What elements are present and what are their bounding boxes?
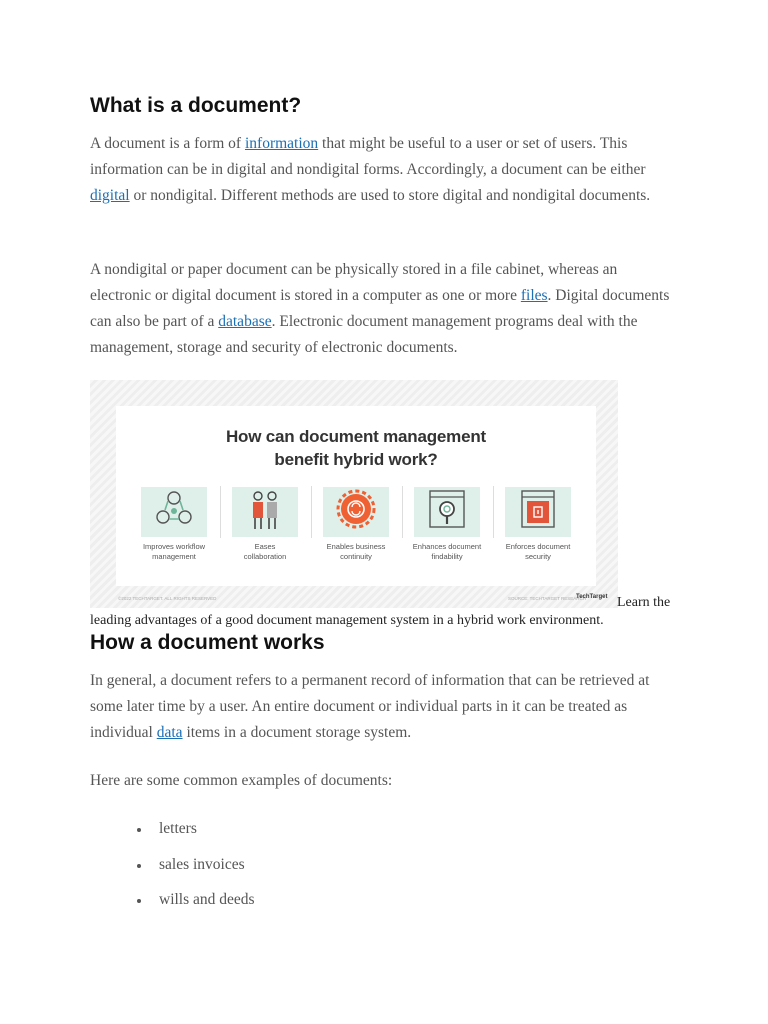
examples-list <box>90 816 255 923</box>
magnifier-document-icon <box>427 487 467 531</box>
benefit-label-collaboration: Eases collaboration <box>243 542 287 561</box>
benefit-tile-collaboration <box>232 487 298 537</box>
infographic-title: How can document management benefit hybrid work? <box>225 427 487 469</box>
benefit-label-security: Enforces document security <box>505 542 571 561</box>
techtarget-logo: TechTarget <box>576 594 608 600</box>
section-heading-how-a-document-works: How a document works <box>90 631 325 654</box>
list-item: letters <box>90 816 255 852</box>
list-item: sales invoices <box>90 852 255 888</box>
how-it-works-paragraph: In general, a document refers to a permanent record of information that can be retrieved at some later time by a user. An entire document or individual parts in it can be treated as individual data items in a document storage system. <box>90 672 650 741</box>
infographic-card <box>116 406 596 586</box>
link-files[interactable]: files <box>520 287 548 304</box>
infographic-source: SOURCE: TECHTARGET RESEARCH <box>508 596 587 601</box>
link-data[interactable]: data <box>156 724 183 741</box>
divider <box>220 486 221 538</box>
benefit-tile-security <box>505 487 571 537</box>
section-heading-what-is-a-document: What is a document? <box>90 94 302 117</box>
figure-caption: Learn the leading advantages of a good document management system in a hybrid work environment. <box>90 595 671 628</box>
link-digital[interactable]: digital <box>90 187 130 204</box>
people-collaboration-icon <box>245 487 285 531</box>
benefit-label-workflow: Improves workflow management <box>142 542 206 561</box>
benefit-label-continuity: Enables business continuity <box>326 542 386 561</box>
intro-paragraph: A document is a form of information that might be useful to a user or set of users. This information can be in digital and nondigital forms. Accordingly, a document can be either digital or nondigital. Different methods are used to store digital and nondigital documents. <box>90 135 651 204</box>
benefit-tile-findability <box>414 487 480 537</box>
examples-intro: Here are some common examples of documents: <box>90 772 393 789</box>
workflow-cycle-icon <box>154 487 194 529</box>
secure-file-icon <box>518 487 558 531</box>
divider <box>311 486 312 538</box>
link-information[interactable]: information <box>244 135 319 152</box>
link-database[interactable]: database <box>218 313 272 330</box>
benefit-tile-continuity <box>323 487 389 537</box>
infographic-copyright: ©2022 TECHTARGET. ALL RIGHTS RESERVED <box>118 596 217 601</box>
gear-cycle-icon <box>336 487 376 531</box>
benefit-tile-workflow <box>141 487 207 537</box>
list-item: wills and deeds <box>90 887 255 923</box>
benefit-label-findability: Enhances document findability <box>412 542 482 561</box>
storage-paragraph: A nondigital or paper document can be physically stored in a file cabinet, whereas an electronic or digital document is stored in a computer as one or more files. Digital documents can also be part of a database. Electronic document management programs deal with the management, storage and security of electronic documents. <box>90 261 670 356</box>
infographic-image <box>90 380 618 608</box>
divider <box>402 486 403 538</box>
divider <box>493 486 494 538</box>
